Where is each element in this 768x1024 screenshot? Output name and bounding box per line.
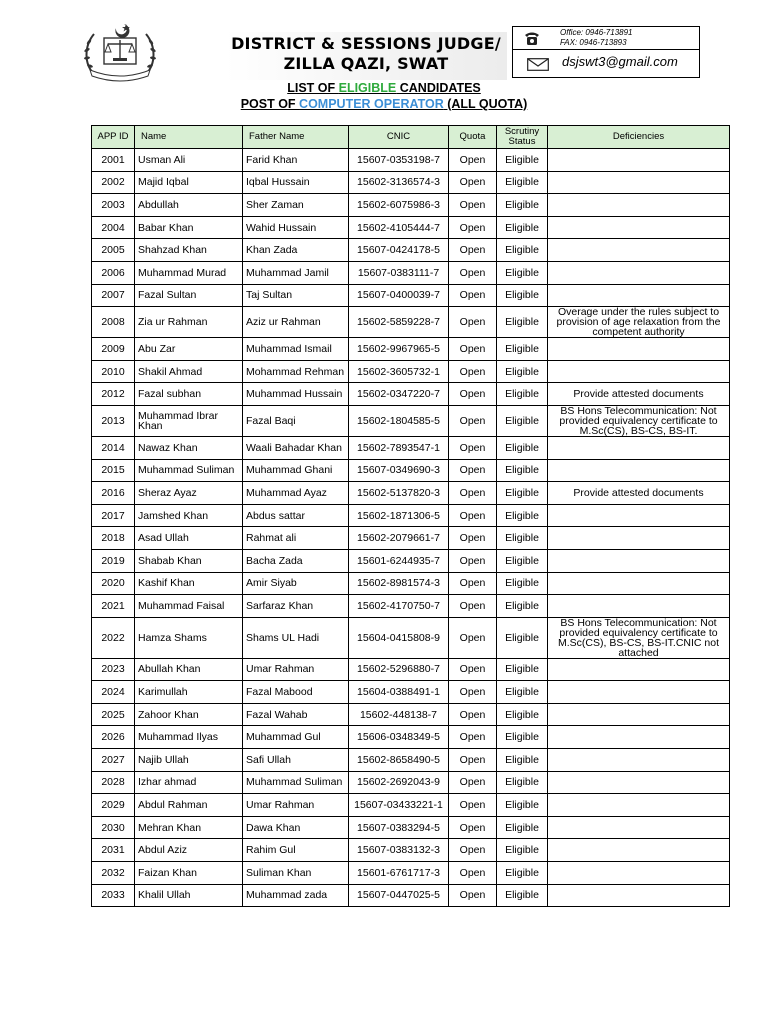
contact-box	[512, 26, 700, 78]
cell-father-name: Taj Sultan	[243, 284, 349, 307]
table-row	[92, 884, 730, 907]
cell-cnic: 15607-0349690-3	[349, 459, 449, 482]
cell-father-name: Muhammad Ghani	[243, 459, 349, 482]
cell-scrutiny-status: Eligible	[497, 216, 548, 239]
cell-cnic: 15602-4105444-7	[349, 216, 449, 239]
cell-father-name: Shams UL Hadi	[243, 617, 349, 658]
cell-cnic: 15607-0383294-5	[349, 816, 449, 839]
cell-cnic: 15602-8658490-5	[349, 749, 449, 772]
table-row	[92, 681, 730, 704]
cell-quota: Open	[449, 307, 497, 338]
cell-cnic: 15602-3605732-1	[349, 360, 449, 383]
cell-quota: Open	[449, 338, 497, 361]
cell-quota: Open	[449, 284, 497, 307]
cell-father-name: Sher Zaman	[243, 194, 349, 217]
cell-app-id: 2004	[92, 216, 135, 239]
cell-name: Hamza Shams	[135, 617, 243, 658]
cell-app-id: 2018	[92, 527, 135, 550]
cell-father-name: Sarfaraz Khan	[243, 595, 349, 618]
cell-deficiencies	[548, 749, 730, 772]
cell-quota: Open	[449, 504, 497, 527]
cell-name: Muhammad Suliman	[135, 459, 243, 482]
cell-quota: Open	[449, 595, 497, 618]
cell-father-name: Bacha Zada	[243, 549, 349, 572]
post-title-suffix: (ALL QUOTA)	[443, 97, 528, 111]
cell-father-name: Safi Ullah	[243, 749, 349, 772]
cell-deficiencies	[548, 504, 730, 527]
cell-cnic: 15602-6075986-3	[349, 194, 449, 217]
cell-scrutiny-status: Eligible	[497, 884, 548, 907]
cell-name: Jamshed Khan	[135, 504, 243, 527]
table-row	[92, 261, 730, 284]
cell-cnic: 15602-8981574-3	[349, 572, 449, 595]
cell-deficiencies	[548, 595, 730, 618]
cell-deficiencies	[548, 360, 730, 383]
table-row	[92, 149, 730, 172]
cell-cnic: 15607-0383132-3	[349, 839, 449, 862]
cell-quota: Open	[449, 726, 497, 749]
table-row	[92, 726, 730, 749]
table-row	[92, 794, 730, 817]
cell-scrutiny-status: Eligible	[497, 816, 548, 839]
cell-app-id: 2006	[92, 261, 135, 284]
cell-cnic: 15604-0388491-1	[349, 681, 449, 704]
cell-father-name: Rahmat ali	[243, 527, 349, 550]
cell-scrutiny-status: Eligible	[497, 681, 548, 704]
fax-number: FAX: 0946-713893	[560, 38, 627, 47]
cell-name: Karimullah	[135, 681, 243, 704]
cell-father-name: Umar Rahman	[243, 794, 349, 817]
table-row	[92, 459, 730, 482]
office-phone: Office: 0946-713891	[560, 28, 633, 37]
cell-app-id: 2020	[92, 572, 135, 595]
table-row	[92, 595, 730, 618]
cell-cnic: 15602-1871306-5	[349, 504, 449, 527]
cell-father-name: Muhammad Suliman	[243, 771, 349, 794]
cell-quota: Open	[449, 405, 497, 436]
post-title	[0, 96, 768, 112]
cell-father-name: Muhammad Ayaz	[243, 482, 349, 505]
cell-scrutiny-status: Eligible	[497, 360, 548, 383]
cell-app-id: 2031	[92, 839, 135, 862]
cell-app-id: 2001	[92, 149, 135, 172]
cell-quota: Open	[449, 216, 497, 239]
list-title	[0, 80, 768, 96]
cell-app-id: 2026	[92, 726, 135, 749]
cell-father-name: Khan Zada	[243, 239, 349, 262]
cell-quota: Open	[449, 839, 497, 862]
cell-scrutiny-status: Eligible	[497, 307, 548, 338]
cell-cnic: 15601-6244935-7	[349, 549, 449, 572]
cell-name: Majid Iqbal	[135, 171, 243, 194]
list-title-part2: CANDIDATES	[396, 81, 481, 95]
cell-quota: Open	[449, 771, 497, 794]
cell-deficiencies	[548, 794, 730, 817]
cell-name: Shakil Ahmad	[135, 360, 243, 383]
table-row	[92, 527, 730, 550]
cell-app-id: 2016	[92, 482, 135, 505]
cell-app-id: 2028	[92, 771, 135, 794]
cell-deficiencies	[548, 261, 730, 284]
cell-father-name: Waali Bahadar Khan	[243, 436, 349, 459]
table-row	[92, 816, 730, 839]
cell-father-name: Muhammad zada	[243, 884, 349, 907]
col-header-name: Name	[135, 126, 243, 149]
cell-scrutiny-status: Eligible	[497, 405, 548, 436]
cell-quota: Open	[449, 884, 497, 907]
cell-scrutiny-status: Eligible	[497, 436, 548, 459]
cell-scrutiny-status: Eligible	[497, 149, 548, 172]
cell-app-id: 2007	[92, 284, 135, 307]
cell-deficiencies	[548, 884, 730, 907]
cell-deficiencies: Provide attested documents	[548, 383, 730, 406]
cell-name: Babar Khan	[135, 216, 243, 239]
cell-deficiencies: Overage under the rules subject to provision of age relaxation from the competent authority	[548, 307, 730, 338]
table-row	[92, 194, 730, 217]
table-row	[92, 549, 730, 572]
cell-app-id: 2022	[92, 617, 135, 658]
cell-app-id: 2012	[92, 383, 135, 406]
cell-name: Abdullah	[135, 194, 243, 217]
cell-quota: Open	[449, 572, 497, 595]
cell-deficiencies	[548, 239, 730, 262]
cell-scrutiny-status: Eligible	[497, 862, 548, 885]
cell-cnic: 15602-2692043-9	[349, 771, 449, 794]
table-row	[92, 504, 730, 527]
cell-quota: Open	[449, 239, 497, 262]
cell-app-id: 2005	[92, 239, 135, 262]
cell-cnic: 15607-0353198-7	[349, 149, 449, 172]
cell-name: Sheraz Ayaz	[135, 482, 243, 505]
cell-quota: Open	[449, 383, 497, 406]
cell-father-name: Abdus sattar	[243, 504, 349, 527]
cell-app-id: 2014	[92, 436, 135, 459]
cell-scrutiny-status: Eligible	[497, 261, 548, 284]
cell-name: Abdul Rahman	[135, 794, 243, 817]
cell-app-id: 2030	[92, 816, 135, 839]
cell-cnic: 15607-0400039-7	[349, 284, 449, 307]
cell-deficiencies	[548, 658, 730, 681]
cell-deficiencies	[548, 681, 730, 704]
cell-name: Abu Zar	[135, 338, 243, 361]
cell-father-name: Aziz ur Rahman	[243, 307, 349, 338]
cell-deficiencies	[548, 338, 730, 361]
table-row	[92, 284, 730, 307]
table-row	[92, 617, 730, 658]
cell-deficiencies	[548, 284, 730, 307]
cell-quota: Open	[449, 436, 497, 459]
cell-deficiencies	[548, 572, 730, 595]
cell-deficiencies	[548, 862, 730, 885]
cell-cnic: 15602-7893547-1	[349, 436, 449, 459]
table-row	[92, 839, 730, 862]
cell-deficiencies	[548, 816, 730, 839]
cell-name: Fazal subhan	[135, 383, 243, 406]
cell-father-name: Fazal Wahab	[243, 703, 349, 726]
cell-father-name: Fazal Baqi	[243, 405, 349, 436]
office-title-line2: ZILLA QAZI, SWAT	[283, 54, 449, 73]
col-header-deficiencies: Deficiencies	[548, 126, 730, 149]
cell-cnic: 15602-9967965-5	[349, 338, 449, 361]
cell-cnic: 15601-6761717-3	[349, 862, 449, 885]
table-row	[92, 436, 730, 459]
cell-quota: Open	[449, 194, 497, 217]
cell-deficiencies: BS Hons Telecommunication: Not provided equivalency certificate to M.Sc(CS), BS-CS, BS-IT.CNIC not attached	[548, 617, 730, 658]
cell-app-id: 2023	[92, 658, 135, 681]
district-courts-emblem-logo	[80, 20, 160, 82]
table-row	[92, 658, 730, 681]
cell-name: Asad Ullah	[135, 527, 243, 550]
cell-app-id: 2009	[92, 338, 135, 361]
cell-scrutiny-status: Eligible	[497, 595, 548, 618]
cell-deficiencies	[548, 527, 730, 550]
cell-app-id: 2027	[92, 749, 135, 772]
cell-cnic: 15607-03433221-1	[349, 794, 449, 817]
cell-deficiencies	[548, 194, 730, 217]
table-header-row	[92, 126, 730, 149]
cell-deficiencies	[548, 171, 730, 194]
cell-quota: Open	[449, 816, 497, 839]
cell-cnic: 15602-448138-7	[349, 703, 449, 726]
cell-app-id: 2017	[92, 504, 135, 527]
cell-scrutiny-status: Eligible	[497, 284, 548, 307]
cell-quota: Open	[449, 171, 497, 194]
cell-app-id: 2025	[92, 703, 135, 726]
cell-app-id: 2010	[92, 360, 135, 383]
cell-name: Kashif Khan	[135, 572, 243, 595]
cell-deficiencies	[548, 703, 730, 726]
cell-cnic: 15602-5859228-7	[349, 307, 449, 338]
cell-deficiencies	[548, 771, 730, 794]
table-row	[92, 171, 730, 194]
contact-divider	[513, 49, 699, 50]
cell-app-id: 2033	[92, 884, 135, 907]
cell-app-id: 2013	[92, 405, 135, 436]
cell-cnic: 15602-5296880-7	[349, 658, 449, 681]
cell-quota: Open	[449, 658, 497, 681]
cell-cnic: 15607-0447025-5	[349, 884, 449, 907]
cell-name: Muhammad Murad	[135, 261, 243, 284]
cell-quota: Open	[449, 703, 497, 726]
cell-father-name: Dawa Khan	[243, 816, 349, 839]
cell-father-name: Mohammad Rehman	[243, 360, 349, 383]
cell-scrutiny-status: Eligible	[497, 703, 548, 726]
cell-scrutiny-status: Eligible	[497, 794, 548, 817]
cell-app-id: 2021	[92, 595, 135, 618]
cell-deficiencies	[548, 436, 730, 459]
table-row	[92, 572, 730, 595]
cell-quota: Open	[449, 459, 497, 482]
phone-icon	[523, 30, 541, 46]
col-header-father-name: Father Name	[243, 126, 349, 149]
cell-father-name: Iqbal Hussain	[243, 171, 349, 194]
cell-cnic: 15602-4170750-7	[349, 595, 449, 618]
cell-scrutiny-status: Eligible	[497, 527, 548, 550]
envelope-icon	[527, 58, 549, 71]
cell-scrutiny-status: Eligible	[497, 171, 548, 194]
table-row	[92, 405, 730, 436]
cell-deficiencies	[548, 459, 730, 482]
table-row	[92, 216, 730, 239]
cell-quota: Open	[449, 360, 497, 383]
cell-name: Abdul Aziz	[135, 839, 243, 862]
cell-quota: Open	[449, 862, 497, 885]
cell-deficiencies: Provide attested documents	[548, 482, 730, 505]
cell-app-id: 2002	[92, 171, 135, 194]
cell-deficiencies	[548, 839, 730, 862]
table-body	[92, 149, 730, 907]
cell-name: Zia ur Rahman	[135, 307, 243, 338]
cell-deficiencies	[548, 549, 730, 572]
cell-app-id: 2019	[92, 549, 135, 572]
cell-father-name: Farid Khan	[243, 149, 349, 172]
cell-scrutiny-status: Eligible	[497, 482, 548, 505]
cell-scrutiny-status: Eligible	[497, 839, 548, 862]
cell-name: Najib Ullah	[135, 749, 243, 772]
cell-name: Izhar ahmad	[135, 771, 243, 794]
cell-quota: Open	[449, 149, 497, 172]
table-row	[92, 862, 730, 885]
cell-father-name: Muhammad Hussain	[243, 383, 349, 406]
cell-name: Muhammad Ibrar Khan	[135, 405, 243, 436]
cell-cnic: 15607-0383111-7	[349, 261, 449, 284]
office-title-line1: DISTRICT & SESSIONS JUDGE/	[231, 34, 501, 53]
cell-app-id: 2032	[92, 862, 135, 885]
cell-app-id: 2003	[92, 194, 135, 217]
cell-app-id: 2024	[92, 681, 135, 704]
cell-quota: Open	[449, 681, 497, 704]
cell-quota: Open	[449, 617, 497, 658]
cell-cnic: 15607-0424178-5	[349, 239, 449, 262]
cell-deficiencies	[548, 149, 730, 172]
cell-father-name: Muhammad Jamil	[243, 261, 349, 284]
cell-name: Mehran Khan	[135, 816, 243, 839]
cell-deficiencies	[548, 216, 730, 239]
cell-scrutiny-status: Eligible	[497, 658, 548, 681]
cell-cnic: 15602-1804585-5	[349, 405, 449, 436]
cell-quota: Open	[449, 261, 497, 284]
cell-quota: Open	[449, 794, 497, 817]
cell-cnic: 15602-5137820-3	[349, 482, 449, 505]
cell-app-id: 2029	[92, 794, 135, 817]
cell-app-id: 2008	[92, 307, 135, 338]
table-row	[92, 239, 730, 262]
cell-scrutiny-status: Eligible	[497, 749, 548, 772]
cell-father-name: Amir Siyab	[243, 572, 349, 595]
cell-name: Abullah Khan	[135, 658, 243, 681]
cell-name: Muhammad Ilyas	[135, 726, 243, 749]
col-header-cnic: CNIC	[349, 126, 449, 149]
post-title-prefix: POST OF	[240, 97, 300, 111]
cell-cnic: 15602-2079661-7	[349, 527, 449, 550]
cell-quota: Open	[449, 482, 497, 505]
cell-name: Faizan Khan	[135, 862, 243, 885]
cell-name: Muhammad Faisal	[135, 595, 243, 618]
cell-father-name: Wahid Hussain	[243, 216, 349, 239]
cell-scrutiny-status: Eligible	[497, 572, 548, 595]
post-title-position: COMPUTER OPERATOR	[299, 97, 444, 111]
candidates-table	[91, 125, 730, 907]
table-row	[92, 360, 730, 383]
cell-name: Nawaz Khan	[135, 436, 243, 459]
cell-cnic: 15604-0415808-9	[349, 617, 449, 658]
cell-father-name: Fazal Mabood	[243, 681, 349, 704]
table-row	[92, 383, 730, 406]
cell-father-name: Muhammad Gul	[243, 726, 349, 749]
cell-scrutiny-status: Eligible	[497, 459, 548, 482]
cell-cnic: 15602-0347220-7	[349, 383, 449, 406]
table-row	[92, 749, 730, 772]
office-title	[225, 34, 507, 74]
cell-scrutiny-status: Eligible	[497, 617, 548, 658]
cell-name: Fazal Sultan	[135, 284, 243, 307]
cell-name: Shabab Khan	[135, 549, 243, 572]
cell-deficiencies	[548, 726, 730, 749]
list-title-eligible: ELIGIBLE	[338, 81, 397, 95]
cell-cnic: 15602-3136574-3	[349, 171, 449, 194]
cell-cnic: 15606-0348349-5	[349, 726, 449, 749]
cell-name: Zahoor Khan	[135, 703, 243, 726]
cell-name: Shahzad Khan	[135, 239, 243, 262]
cell-father-name: Muhammad Ismail	[243, 338, 349, 361]
cell-name: Usman Ali	[135, 149, 243, 172]
cell-deficiencies: BS Hons Telecommunication: Not provided equivalency certificate to M.Sc(CS), BS-CS, BS-IT.	[548, 405, 730, 436]
cell-father-name: Umar Rahman	[243, 658, 349, 681]
cell-scrutiny-status: Eligible	[497, 549, 548, 572]
cell-father-name: Suliman Khan	[243, 862, 349, 885]
col-header-app-id: APP ID	[92, 126, 135, 149]
cell-scrutiny-status: Eligible	[497, 504, 548, 527]
email-address[interactable]: dsjswt3@gmail.com	[562, 54, 678, 69]
table-row	[92, 307, 730, 338]
cell-scrutiny-status: Eligible	[497, 338, 548, 361]
cell-quota: Open	[449, 549, 497, 572]
col-header-quota: Quota	[449, 126, 497, 149]
cell-scrutiny-status: Eligible	[497, 194, 548, 217]
table-row	[92, 482, 730, 505]
cell-app-id: 2015	[92, 459, 135, 482]
table-row	[92, 338, 730, 361]
cell-scrutiny-status: Eligible	[497, 726, 548, 749]
cell-scrutiny-status: Eligible	[497, 239, 548, 262]
cell-father-name: Rahim Gul	[243, 839, 349, 862]
cell-scrutiny-status: Eligible	[497, 383, 548, 406]
cell-scrutiny-status: Eligible	[497, 771, 548, 794]
cell-quota: Open	[449, 527, 497, 550]
cell-name: Khalil Ullah	[135, 884, 243, 907]
col-header-scrutiny-status: Scrutiny Status	[497, 126, 548, 149]
list-title-part1: LIST OF	[287, 81, 339, 95]
table-row	[92, 771, 730, 794]
table-row	[92, 703, 730, 726]
cell-quota: Open	[449, 749, 497, 772]
